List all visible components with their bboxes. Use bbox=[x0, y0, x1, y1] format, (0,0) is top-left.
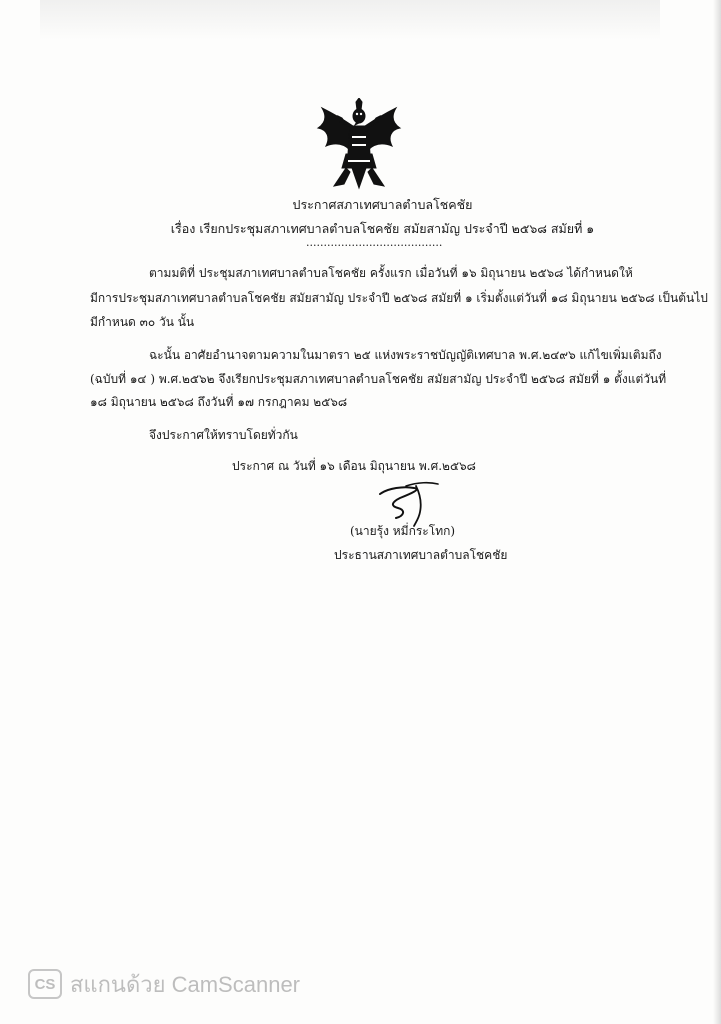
scan-shadow bbox=[40, 0, 660, 40]
garuda-emblem-icon bbox=[316, 98, 402, 190]
paragraph-1-line-2: มีการประชุมสภาเทศบาลตำบลโชคชัย สมัยสามัญ ประจำปี ๒๕๖๘ สมัยที่ ๑ เริ่มตั้งแต่วันที่ ๑๘ มิถุนายน ๒๕๖๘ เป็นต้นไป bbox=[90, 291, 708, 305]
announcement-subject: เรื่อง เรียกประชุมสภาเทศบาลตำบลโชคชัย สมัยสามัญ ประจำปี ๒๕๖๘ สมัยที่ ๑ bbox=[170, 221, 595, 236]
camscanner-text: สแกนด้วย CamScanner bbox=[70, 971, 301, 997]
signatory-name: (นายรุ้ง หมี่กระโทก) bbox=[350, 524, 456, 538]
handwritten-signature bbox=[370, 480, 440, 528]
dateline: ประกาศ ณ วันที่ ๑๖ เดือน มิถุนายน พ.ศ.๒๕๖๘ bbox=[232, 459, 476, 473]
announcement-title: ประกาศสภาเทศบาลตำบลโชคชัย bbox=[292, 197, 473, 212]
divider: ....................................... bbox=[306, 236, 443, 249]
paragraph-2-line-3: ๑๘ มิถุนายน ๒๕๖๘ ถึงวันที่ ๑๗ กรกฎาคม ๒๕๖๘ bbox=[90, 395, 348, 409]
signatory-position: ประธานสภาเทศบาลตำบลโชคชัย bbox=[334, 548, 508, 562]
scan-edge bbox=[713, 0, 721, 1024]
paragraph-2-line-2: (ฉบับที่ ๑๔ ) พ.ศ.๒๕๖๒ จึงเรียกประชุมสภาเทศบาลตำบลโชคชัย สมัยสามัญ ประจำปี ๒๕๖๘ สมัยที่ ๑ ตั้งแต่วันที่ bbox=[90, 372, 667, 386]
paragraph-3: จึงประกาศให้ทราบโดยทั่วกัน bbox=[149, 428, 298, 442]
paragraph-2-line-1: ฉะนั้น อาศัยอำนาจตามความในมาตรา ๒๕ แห่งพระราชบัญญัติเทศบาล พ.ศ.๒๔๙๖ แก้ไขเพิ่มเติมถึง bbox=[149, 348, 662, 362]
camscanner-watermark bbox=[28, 967, 300, 1001]
paragraph-1-line-1: ตามมติที่ ประชุมสภาเทศบาลตำบลโชคชัย ครั้งแรก เมื่อวันที่ ๑๖ มิถุนายน ๒๕๖๘ ได้กำหนดให้ bbox=[149, 266, 633, 280]
paragraph-1-line-3: มีกำหนด ๓๐ วัน นั้น bbox=[90, 315, 195, 329]
camscanner-logo-icon: CS bbox=[28, 969, 62, 999]
